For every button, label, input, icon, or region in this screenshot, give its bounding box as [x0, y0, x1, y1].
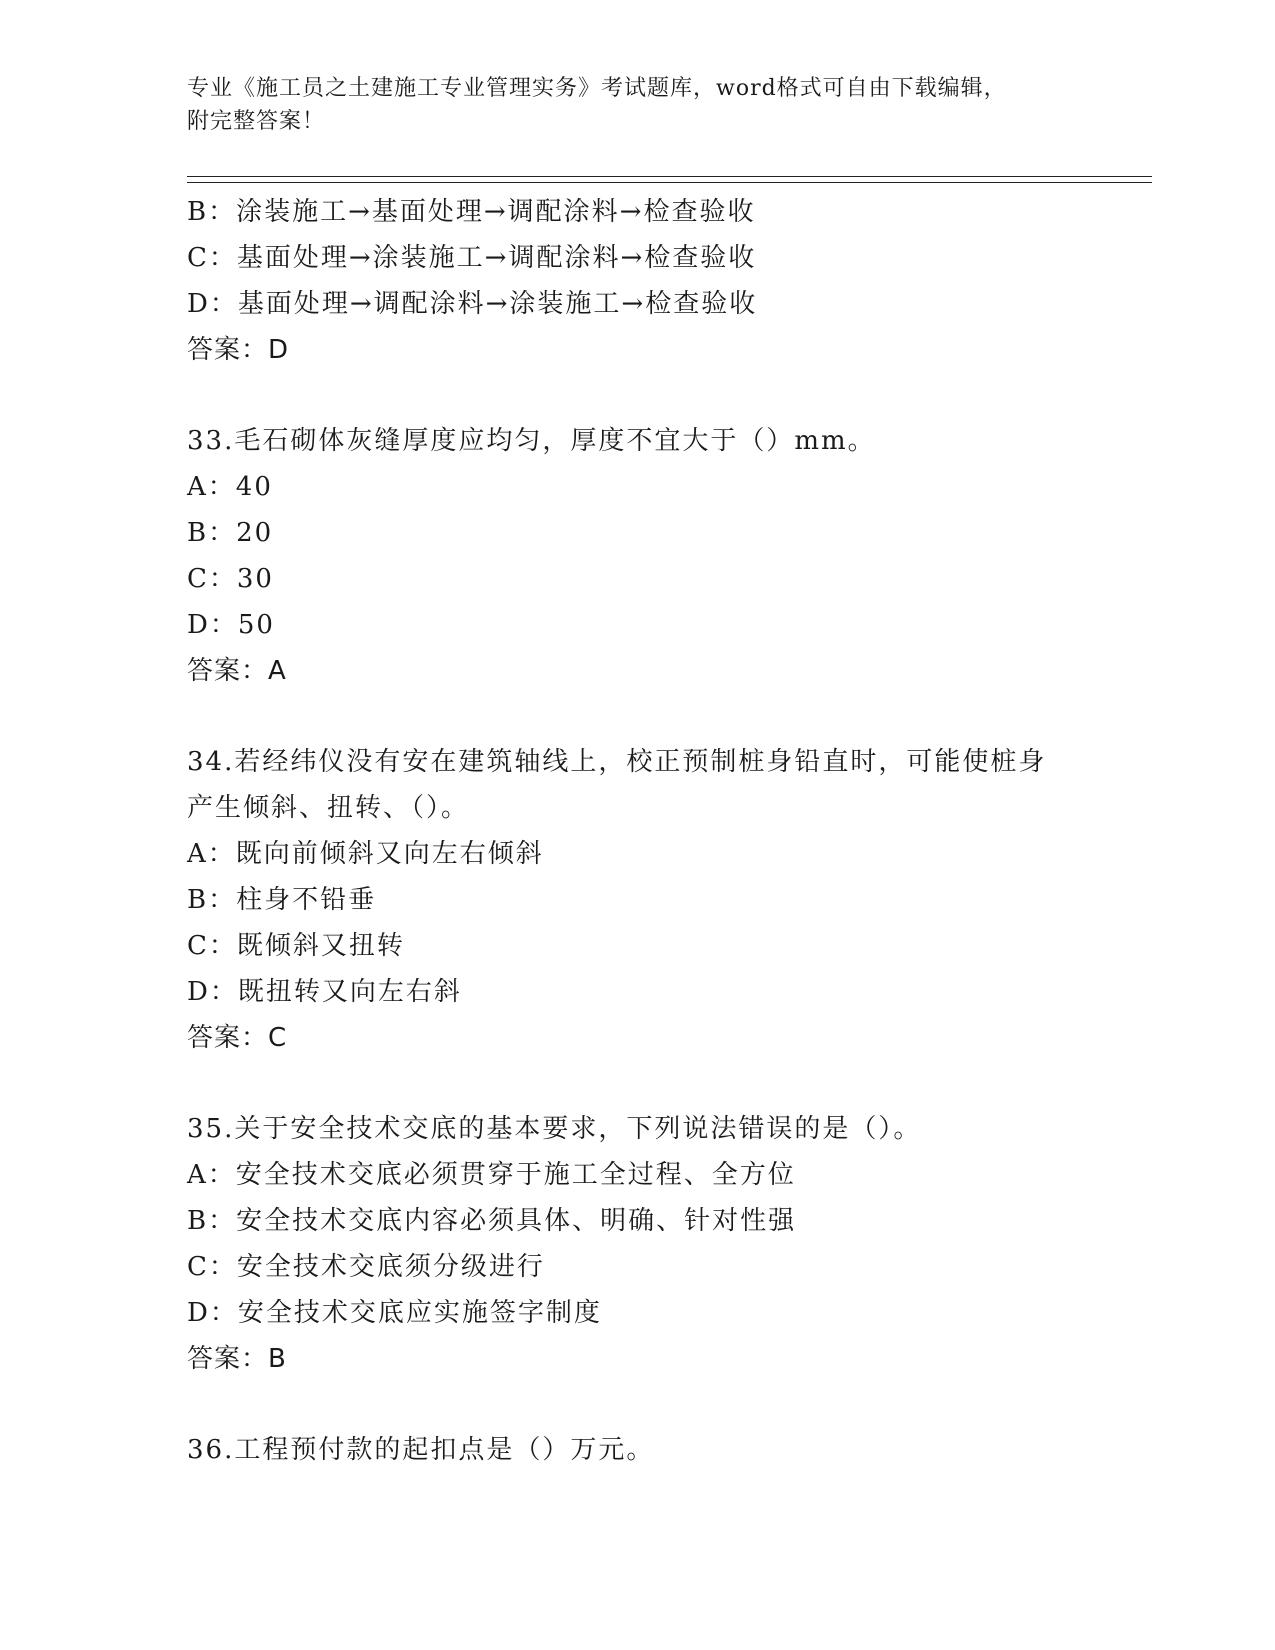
option-d: D：既扭转又向左右斜: [187, 977, 462, 1007]
answer-line: 答案：A: [187, 656, 287, 686]
answer-line: 答案：C: [187, 1023, 288, 1053]
header-divider-bottom: [187, 182, 1152, 183]
option-d: D：基面处理→调配涂料→涂装施工→检查验收: [187, 289, 758, 319]
option-d: D：安全技术交底应实施签字制度: [187, 1298, 602, 1328]
answer-line: 答案：D: [187, 335, 290, 365]
option-a: A：40: [187, 472, 273, 502]
option-c: C：基面处理→涂装施工→调配涂料→检查验收: [187, 243, 757, 273]
option-a: A：既向前倾斜又向左右倾斜: [187, 839, 544, 869]
header-divider-top: [187, 176, 1152, 177]
question-list: [187, 189, 1087, 1473]
option-b: B：涂装施工→基面处理→调配涂料→检查验收: [187, 197, 756, 227]
document-header: [187, 72, 1087, 138]
answer-line: 答案：B: [187, 1344, 287, 1374]
question-text-line1: 34.若经纬仪没有安在建筑轴线上，校正预制桩身铅直时，可能使桩身: [187, 747, 1047, 777]
option-c: C：安全技术交底须分级进行: [187, 1252, 545, 1282]
option-d: D：50: [187, 610, 275, 640]
question-36: [187, 1427, 1087, 1473]
question-34: [187, 739, 1087, 1061]
option-c: C：30: [187, 564, 274, 594]
header-title-line1: 专业《施工员之土建施工专业管理实务》考试题库，word格式可自由下载编辑，: [187, 76, 1007, 101]
option-a: A：安全技术交底必须贯穿于施工全过程、全方位: [187, 1160, 796, 1190]
question-35: [187, 1106, 1087, 1382]
question-32-continued: [187, 189, 1087, 373]
option-b: B：20: [187, 518, 274, 548]
option-c: C：既倾斜又扭转: [187, 931, 405, 961]
question-33: [187, 418, 1087, 694]
option-b: B：安全技术交底内容必须具体、明确、针对性强: [187, 1206, 797, 1236]
question-text-line2: 产生倾斜、扭转、（）。: [187, 793, 470, 823]
header-title-line2: 附完整答案！: [187, 109, 326, 134]
question-text: 35.关于安全技术交底的基本要求，下列说法错误的是（）。: [187, 1114, 922, 1144]
question-text: 33.毛石砌体灰缝厚度应均匀，厚度不宜大于（）mm。: [187, 426, 876, 456]
question-text: 36.工程预付款的起扣点是（）万元。: [187, 1435, 655, 1465]
option-b: B：柱身不铅垂: [187, 885, 377, 915]
